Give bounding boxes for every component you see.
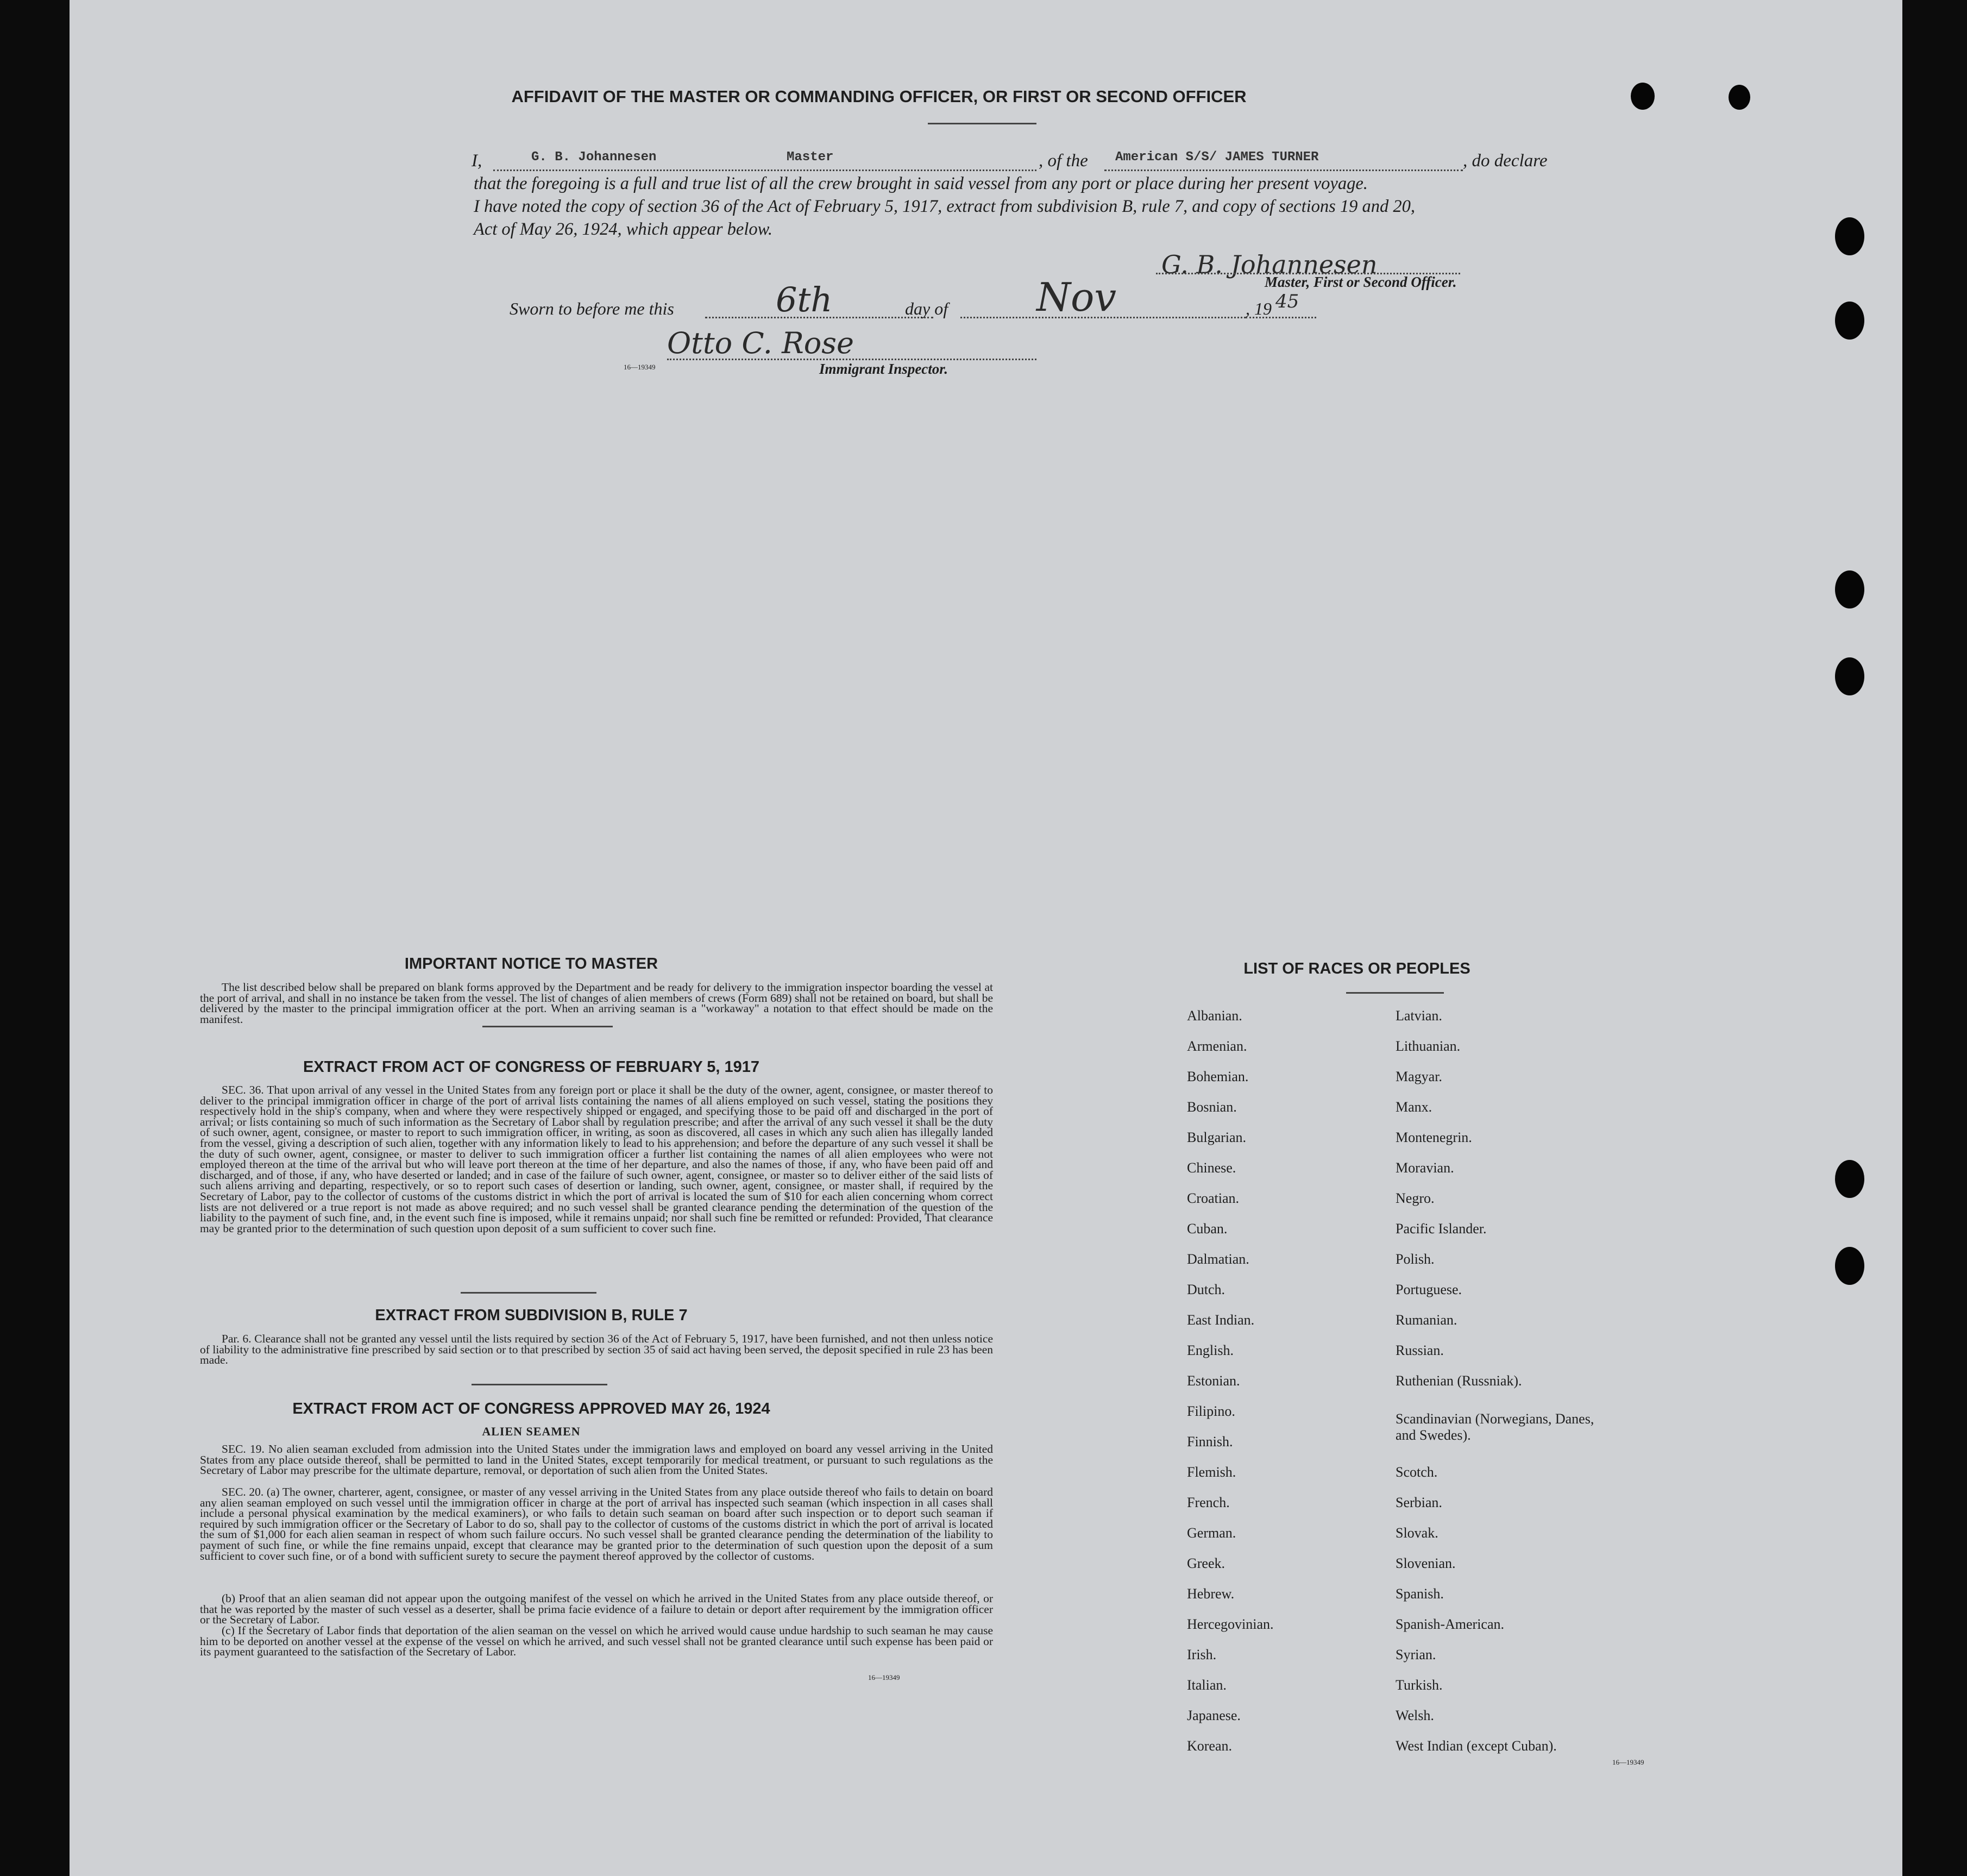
race-item: Russian. (1396, 1342, 1444, 1358)
race-item: Filipino. (1187, 1403, 1235, 1419)
sec20c-text: (c) If the Secretary of Labor finds that deportation of the alien seaman on the vessel on which he arrived would cause undue hardship to such seaman he may cause him to be deported on another vessel at the expense of the vessel on which he arrived, and such vessel shall not be granted clearance until such expense has been paid or its payment guaranteed to the satisfaction of the Secretary of Labor. (200, 1624, 993, 1659)
punch-hole (1835, 657, 1864, 695)
race-item: Slovak. (1396, 1525, 1438, 1541)
master-rank: Master (787, 150, 834, 165)
race-item: Albanian. (1187, 1008, 1242, 1024)
officer-signature: G. B. Johannesen (1161, 250, 1378, 279)
inspector-signature-blank (667, 359, 1036, 360)
day-of-label: day of (905, 299, 948, 318)
race-item: Syrian. (1396, 1647, 1436, 1662)
race-item: Hercegovinian. (1187, 1616, 1274, 1632)
race-item: Italian. (1187, 1677, 1227, 1693)
affidavit-line-4: Act of May 26, 1924, which appear below. (474, 219, 773, 239)
race-item: Flemish. (1187, 1464, 1236, 1480)
race-item: Pacific Islander. (1396, 1221, 1487, 1237)
officer-caption: Master, First or Second Officer. (1265, 274, 1457, 290)
race-item: Moravian. (1396, 1160, 1454, 1176)
race-item: Korean. (1187, 1738, 1233, 1754)
sworn-day: 6th (776, 280, 833, 319)
vessel-blank (1104, 170, 1463, 171)
race-item: Ruthenian (Russniak). (1396, 1373, 1522, 1389)
divider (928, 123, 1036, 124)
form-number: 16—19349 (1612, 1758, 1644, 1766)
i-label: I, (472, 151, 482, 171)
race-item: Dalmatian. (1187, 1251, 1249, 1267)
punch-hole (1835, 302, 1864, 340)
race-item: Scandinavian (Norwegians, Danes, and Swedes). (1396, 1411, 1594, 1443)
form-number: 16—19349 (624, 363, 656, 371)
of-the-label: , of the (1039, 151, 1088, 171)
race-item: Magyar. (1396, 1069, 1442, 1084)
document-sheet (70, 0, 1902, 1876)
race-item: Polish. (1396, 1251, 1435, 1267)
race-item: Scotch. (1396, 1464, 1438, 1480)
race-item: Greek. (1187, 1555, 1226, 1571)
punch-hole (1835, 217, 1864, 255)
affidavit-line-2: that the foregoing is a full and true list of all the crew brought in said vessel from any port or place during her present voyage. (474, 174, 1368, 193)
inspector-signature: Otto C. Rose (667, 326, 854, 360)
year-suffix: 45 (1275, 291, 1299, 312)
race-item: Welsh. (1396, 1708, 1434, 1723)
inspector-caption: Immigrant Inspector. (819, 361, 948, 377)
race-item: Spanish. (1396, 1586, 1444, 1602)
vessel-name: American S/S/ JAMES TURNER (1115, 150, 1319, 165)
sworn-label: Sworn to before me this (510, 299, 674, 318)
race-item: Slovenian. (1396, 1555, 1456, 1571)
race-item: Irish. (1187, 1647, 1217, 1662)
sec20b-text: (b) Proof that an alien seaman did not appear upon the outgoing manifest of the vessel on which he arrived in the United States from any place outside thereof, or that he was reported by the master of such vessel as a deserter, shall be prima facie evidence of a failure to detain or deport after requirement by the immigration officer or the Secretary of Labor. (200, 1592, 993, 1627)
race-item: Serbian. (1396, 1495, 1442, 1510)
punch-hole (1835, 1160, 1864, 1198)
race-item: Armenian. (1187, 1038, 1247, 1054)
races-title: LIST OF RACES OR PEOPLES (1243, 960, 1470, 977)
extract-1917-title: EXTRACT FROM ACT OF CONGRESS OF FEBRUARY 5, 1917 (303, 1058, 760, 1076)
race-item: Latvian. (1396, 1008, 1442, 1024)
race-item: Hebrew. (1187, 1586, 1235, 1602)
race-item: Croatian. (1187, 1190, 1240, 1206)
year-prefix: , 19 (1246, 299, 1272, 318)
divider (482, 1026, 613, 1027)
race-item: English. (1187, 1342, 1234, 1358)
extract-rule7-title: EXTRACT FROM SUBDIVISION B, RULE 7 (375, 1307, 688, 1324)
extract-rule7-text: Par. 6. Clearance shall not be granted any vessel until the lists required by section 36 of the Act of February 5, 1917, have been furnished, and not then unless notice of liability to the administrative fine prescribed by said section or to that prescribed by section 35 of said act having been served, the deposit specified in rule 23 has been made. (200, 1332, 993, 1367)
divider (1346, 992, 1444, 994)
race-item: Lithuanian. (1396, 1038, 1461, 1054)
notice-title: IMPORTANT NOTICE TO MASTER (404, 955, 658, 972)
race-item: West Indian (except Cuban). (1396, 1738, 1557, 1754)
punch-hole (1729, 85, 1750, 110)
year-blank (1246, 317, 1316, 318)
race-item: French. (1187, 1495, 1230, 1510)
race-item: Turkish. (1396, 1677, 1443, 1693)
race-item: East Indian. (1187, 1312, 1255, 1328)
master-name-blank (493, 170, 1036, 171)
race-item: Portuguese. (1396, 1282, 1462, 1297)
race-item: Negro. (1396, 1190, 1435, 1206)
notice-text: The list described below shall be prepared on blank forms approved by the Department and be ready for delivery to the immigration inspector boarding the vessel at the port of arrival, and shall in no instance be taken from the vessel. The list of changes of alien members of crews (Form 689) shall not be retained on board, but shall be delivered by the master to the principal immigration officer at the port. When an arriving seaman is a "workaway" a notation to that effect should be made on the manifest. (200, 981, 993, 1026)
race-item: Finnish. (1187, 1434, 1233, 1450)
affidavit-title: AFFIDAVIT OF THE MASTER OR COMMANDING OFFICER, OR FIRST OR SECOND OFFICER (511, 87, 1247, 106)
punch-hole (1835, 1247, 1864, 1285)
race-item: Bosnian. (1187, 1099, 1237, 1115)
sec19-text: SEC. 19. No alien seaman excluded from admission into the United States under the immigration laws and employed on board any vessel arriving in the United States from any place outside thereof, shall be permitted to land in the United States, except temporarily for medical treatment, or pursuant to such regulations as the Secretary of Labor may prescribe for the ultimate departure, removal, or deportation of such alien from the United States. (200, 1442, 993, 1477)
punch-hole (1835, 570, 1864, 608)
race-item: Dutch. (1187, 1282, 1226, 1297)
race-item: Bulgarian. (1187, 1130, 1247, 1145)
race-item: German. (1187, 1525, 1236, 1541)
race-item: Estonian. (1187, 1373, 1240, 1389)
form-number: 16—19349 (868, 1673, 900, 1682)
race-item: Bohemian. (1187, 1069, 1249, 1084)
divider (461, 1292, 596, 1294)
race-item: Japanese. (1187, 1708, 1241, 1723)
declare-label: , do declare (1463, 151, 1548, 171)
punch-hole (1631, 83, 1655, 110)
race-item: Montenegrin. (1396, 1130, 1472, 1145)
sworn-month: Nov (1036, 274, 1117, 320)
extract-1924-title: EXTRACT FROM ACT OF CONGRESS APPROVED MAY 26, 1924 (292, 1400, 770, 1417)
divider (472, 1384, 607, 1385)
race-item: Spanish-American. (1396, 1616, 1505, 1632)
race-item: Chinese. (1187, 1160, 1236, 1176)
race-item: Manx. (1396, 1099, 1432, 1115)
race-item: Cuban. (1187, 1221, 1228, 1237)
affidavit-line-3: I have noted the copy of section 36 of the Act of February 5, 1917, extract from subdivision B, rule 7, and copy of sections 19 and 20, (474, 197, 1416, 216)
master-name: G. B. Johannesen (531, 150, 657, 165)
extract-1917-text: SEC. 36. That upon arrival of any vessel in the United States from any foreign port or place it shall be the duty of the owner, agent, consignee, or master thereof to deliver to the principal immigration officer in charge of the port of arrival lists containing the names of all aliens employed on such vessel, stating the positions they respectively hold in the ship's company, when and where they were respectively shipped or engaged, and specifying those to be paid off and discharged in the port of arrival; or lists containing so much of such information as the Secretary of Labor shall by regulation prescribe; and after the arrival of any such vessel it shall be the duty of such owner, agent, consignee, or master to report to such immigration officer, in writing, as soon as discovered, all cases in which any such alien has illegally landed from the vessel, giving a description of such alien, together with any information likely to lead to his apprehension; and before the departure of any such vessel it shall be the duty of such owner, agent, consignee, or master to deliver to such immigration officer a further list containing the names of all alien employees who were not employed thereon at the time of the arrival but who will leave port thereon at the time of her departure, and also the names of those, if any, who have been paid off and discharged, and of those, if any, who have deserted or landed; and in case of the failure of such owner, agent, consignee, or master so to deliver either of the said lists of such aliens arriving and departing, respectively, or so to report such cases of desertion or landing, such owner, agent, consignee, or master shall, if required by the Secretary of Labor, pay to the collector of customs of the customs district in which the port of arrival is located the sum of $10 for each alien concerning whom correct lists are not delivered or a true report is not made as above required; and no such vessel shall be granted clearance pending the determination of the question of the liability to the payment of such fine, and, in the event such fine is imposed, while it remains unpaid; nor shall such fine be remitted or refunded: Provided, That clearance may be granted prior to the determination of such question upon deposit of a sum sufficient to cover such fine. (200, 1083, 993, 1235)
extract-1924-subtitle: ALIEN SEAMEN (482, 1425, 581, 1438)
race-item: Rumanian. (1396, 1312, 1457, 1328)
sec20a-text: SEC. 20. (a) The owner, charterer, agent, consignee, or master of any vessel arriving in the United States from any place outside thereof who fails to detain on board any alien seaman employed on such vessel until the immigration officer in charge at the port of arrival has inspected such seaman (which inspection in all cases shall include a personal physical examination by the medical examiners), or who fails to detain such seaman on board after such inspection or to deport such seaman if required by such immigration officer or the Secretary of Labor to do so, shall pay to the collector of customs of the customs district in which the port of arrival is located the sum of $1,000 for each alien seaman in respect of whom such failure occurs. No such vessel shall be granted clearance pending the determination of the liability to payment of such fine, or while the fine remains unpaid, except that clearance may be granted prior to the determination of such question upon the deposit of a sum sufficient to cover such fine, or of a bond with sufficient surety to secure the payment thereof approved by the collector of customs. (200, 1485, 993, 1563)
